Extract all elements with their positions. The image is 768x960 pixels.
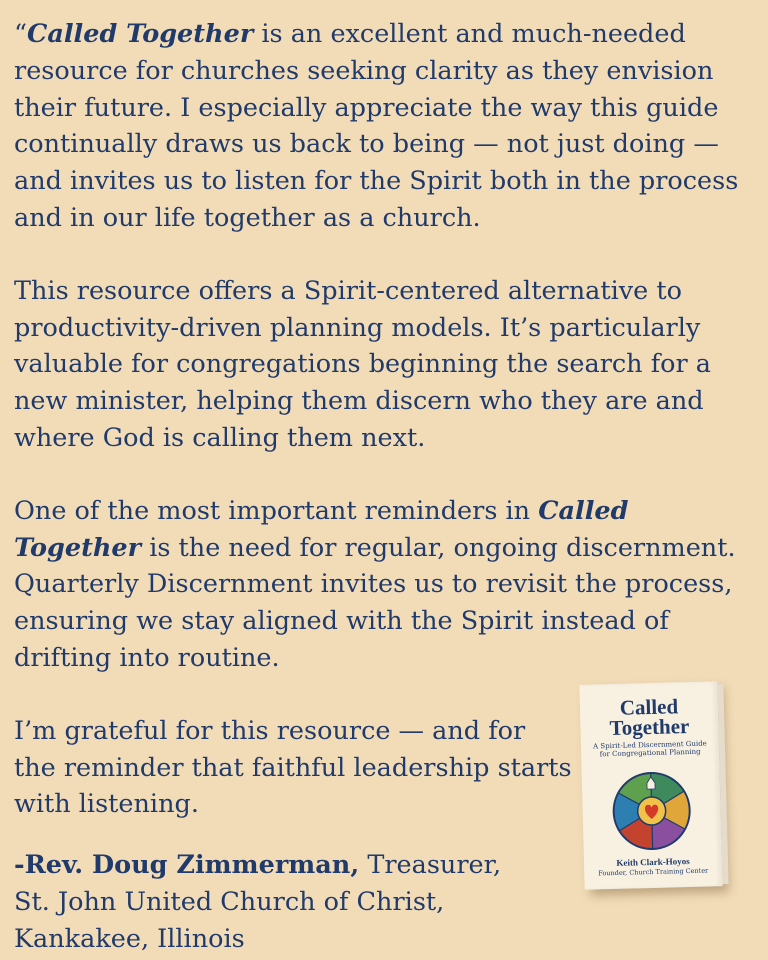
book-cover-title-line1: Called — [619, 694, 679, 720]
book-cover-title-line2: Together — [609, 713, 690, 741]
paragraph-1 — [14, 16, 762, 237]
book-cover-author: Keith Clark-Hoyos — [616, 856, 690, 868]
paragraph-1-text: is an excellent and much-needed resource for churches seeking clarity as they envision their future. I especially appreciate the way this guide continually draws us back to being — not just doing — and invites us to listen for the Spirit both in the process and in our life together as a church. — [14, 19, 739, 233]
book-title-mention: Called Together — [27, 19, 254, 49]
book-title-mention: Called Together — [14, 495, 629, 563]
author-name: -Rev. Doug Zimmerman, — [14, 850, 360, 881]
paragraph-3-before: One of the most important reminders in — [14, 495, 539, 526]
book-cover-image — [579, 681, 722, 890]
book-cover-subtitle: A Spirit-Led Discernment Guide for Congregational Planning — [592, 739, 707, 759]
open-quote: “ — [14, 19, 28, 49]
paragraph-4: I’m grateful for this resource — and for the reminder that faithful leadership starts with listening. — [14, 715, 572, 820]
stained-glass-emblem-icon — [611, 770, 693, 852]
paragraph-3-after: is the need for regular, ongoing discernment. Quarterly Discernment invites us to revisit the process, ensuring we stay aligned with the Spirit instead of drifting into routine. — [14, 532, 736, 673]
attribution — [14, 847, 574, 957]
paragraph-3 — [14, 493, 762, 677]
paragraph-2: This resource offers a Spirit-centered alternative to productivity-driven planning models. It’s particularly valuable for congregations beginning the search for a new minister, helping them discern who they are and where God is calling them next. — [14, 275, 711, 453]
author-location: Kankakee, Illinois — [14, 923, 245, 954]
author-organization: St. John United Church of Christ, — [14, 886, 445, 917]
author-role: Treasurer, — [359, 850, 502, 881]
book-cover-author-role: Founder, Church Training Center — [598, 866, 709, 878]
